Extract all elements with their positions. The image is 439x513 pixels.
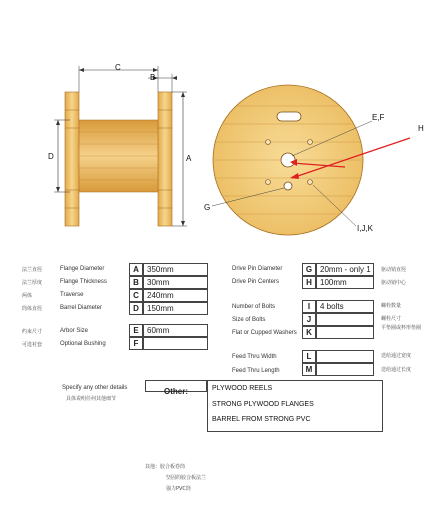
reel-front-view (212, 85, 410, 235)
other-details-field[interactable] (207, 380, 383, 432)
footer-note: 其他：胶合板卷筒 (145, 464, 186, 470)
spec-value-field[interactable] (316, 313, 374, 326)
spec-cn: 两体 (22, 293, 33, 299)
spec-cn: 法兰厚度 (22, 280, 43, 286)
other-prompt-cn: 具体说明任何其他细节 (66, 396, 117, 402)
dim-b-label: B (150, 73, 156, 82)
spec-letter: H (302, 276, 316, 289)
spec-label: Flange Diameter (60, 266, 105, 272)
spec-cn: 法兰直徑 (22, 267, 43, 273)
callout-h: H (418, 124, 424, 133)
spec-label: Drive Pin Centers (232, 279, 280, 285)
other-line: BARREL FROM STRONG PVC (212, 416, 311, 423)
spec-letter: F (129, 337, 143, 350)
spec-letter: E (129, 324, 143, 337)
callout-ef: E,F (372, 113, 385, 122)
spec-label: Drive Pin Diameter (232, 266, 283, 272)
dim-a-label: A (186, 154, 192, 163)
spec-cn: 约束尺寸 (22, 329, 43, 335)
spec-cn: 送给通过长度 (381, 367, 412, 373)
spec-label: Feed Thru Length (232, 368, 280, 374)
spec-cn: 送给通过宽度 (381, 353, 412, 359)
spec-label: Size of Bolts (232, 317, 266, 323)
callout-ijk: I,J,K (357, 224, 374, 233)
spec-value-field[interactable] (316, 363, 374, 376)
spec-letter: G (302, 263, 316, 276)
spec-cn: 平垫圈或杯形垫圈 (381, 325, 422, 331)
spec-letter: D (129, 302, 143, 315)
spec-value-field[interactable]: 20mm - only 1 (316, 263, 374, 276)
spec-cn: 驱动销中心 (381, 280, 407, 286)
dim-c-label: C (115, 63, 121, 72)
footer-note: 强力PVC筒 (166, 486, 191, 492)
spec-letter: J (302, 313, 316, 326)
spec-label: Optional Bushing (60, 341, 106, 347)
spec-letter: M (302, 363, 316, 376)
spec-value-field[interactable]: 30mm (143, 276, 208, 289)
spec-value-field[interactable]: 240mm (143, 289, 208, 302)
spec-letter: K (302, 326, 316, 339)
spec-value-field[interactable]: 350mm (143, 263, 208, 276)
spec-cn: 驱动销直徑 (381, 267, 407, 273)
spec-cn: 可选衬套 (22, 342, 43, 348)
other-label: Other: (164, 387, 188, 396)
spec-letter: L (302, 350, 316, 363)
spec-value-field[interactable] (143, 337, 208, 350)
spec-label: Traverse (60, 292, 84, 298)
other-line: PLYWOOD REELS (212, 385, 273, 392)
other-label-box (145, 380, 207, 396)
spec-value-field[interactable]: 60mm (143, 324, 208, 337)
dim-d-label: D (48, 152, 54, 161)
spec-label: Barrel Diameter (60, 305, 103, 311)
spec-value-field[interactable] (316, 326, 374, 339)
other-line: STRONG PLYWOOD FLANGES (212, 401, 314, 408)
spec-label: Feed Thru Width (232, 354, 277, 360)
reel-side-view (54, 66, 187, 226)
spec-letter: B (129, 276, 143, 289)
spec-cn: 筒体直徑 (22, 306, 43, 312)
spec-cn: 螺栓尺寸 (381, 316, 402, 322)
spec-label: Flange Thickness (60, 279, 107, 285)
spec-letter: A (129, 263, 143, 276)
spec-value-field[interactable]: 100mm (316, 276, 374, 289)
footer-note: 坚固的胶合板法兰 (166, 475, 207, 481)
other-prompt: Specify any other details (62, 385, 128, 391)
spec-value-field[interactable]: 150mm (143, 302, 208, 315)
spec-label: Number of Bolts (232, 304, 276, 310)
reel-drawing (0, 0, 439, 250)
spec-letter: I (302, 300, 316, 313)
spec-letter: C (129, 289, 143, 302)
callout-g: G (204, 203, 211, 212)
spec-value-field[interactable]: 4 bolts (316, 300, 374, 313)
spec-label: Arbor Size (60, 328, 89, 334)
spec-value-field[interactable] (316, 350, 374, 363)
spec-cn: 螺栓数量 (381, 303, 402, 309)
spec-label: Flat or Cupped Washers (232, 330, 297, 336)
